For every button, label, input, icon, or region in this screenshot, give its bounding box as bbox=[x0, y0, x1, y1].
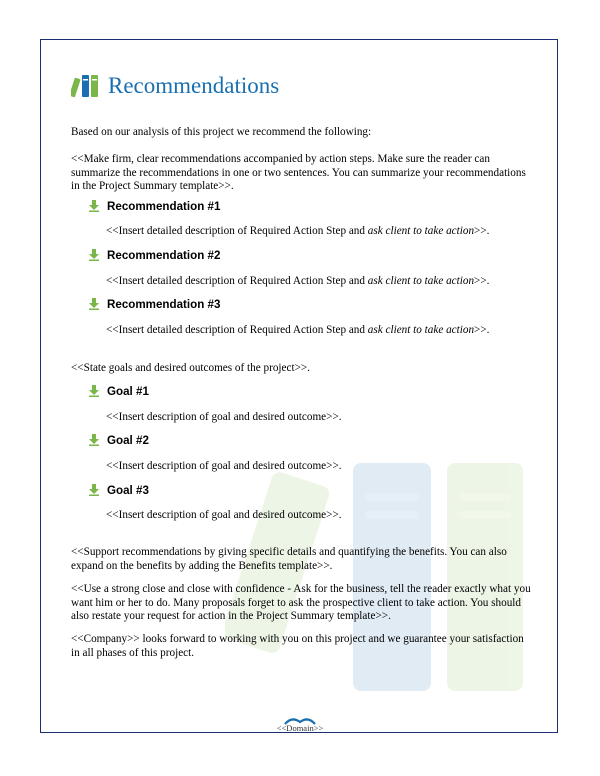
goal-heading-2 bbox=[88, 432, 149, 448]
footer-domain: <<Domain>> bbox=[276, 723, 324, 733]
goal-title: Goal #2 bbox=[107, 433, 149, 447]
recommendation-heading-2 bbox=[88, 247, 220, 263]
closing-paragraph: <<Company>> looks forward to working with you on this project and we guarantee your satisfaction in all phases of this project. bbox=[71, 633, 524, 659]
goal-description: <<Insert description of goal and desired outcome>>. bbox=[106, 509, 342, 521]
guidance-paragraph-4: <<Use a strong close and close with confidence - Ask for the business, tell the reader exactly what you want him or her to do. Many proposals forget to ask the prospective client to take action. You should also restate your request for action in the Project Summary template>>. bbox=[71, 583, 531, 623]
green-arrow-icon bbox=[88, 434, 100, 446]
guidance-paragraph-3: <<Support recommendations by giving specific details and quantifying the benefits. You can also expand on the benefits by adding the Benefits template>>. bbox=[71, 546, 507, 572]
page-header bbox=[71, 69, 279, 103]
green-arrow-icon bbox=[88, 298, 100, 310]
intro-paragraph: Based on our analysis of this project we recommend the following: bbox=[71, 126, 372, 138]
green-arrow-icon bbox=[88, 385, 100, 397]
guidance-paragraph-2: <<State goals and desired outcomes of the project>>. bbox=[71, 362, 310, 374]
goal-heading-3 bbox=[88, 482, 149, 498]
goal-description: <<Insert description of goal and desired outcome>>. bbox=[106, 460, 342, 472]
page-title: Recommendations bbox=[108, 73, 280, 98]
recommendation-title: Recommendation #2 bbox=[107, 248, 221, 262]
recommendation-title: Recommendation #1 bbox=[107, 199, 221, 213]
goal-description: <<Insert description of goal and desired outcome>>. bbox=[106, 411, 342, 423]
books-icon bbox=[71, 73, 105, 99]
recommendation-heading-3 bbox=[88, 296, 220, 312]
goal-heading-1 bbox=[88, 383, 149, 399]
goal-title: Goal #3 bbox=[107, 483, 149, 497]
recommendation-description: <<Insert detailed description of Required Action Step and ask client to take action>>. bbox=[106, 324, 490, 336]
goal-title: Goal #1 bbox=[107, 384, 149, 398]
green-arrow-icon bbox=[88, 484, 100, 496]
green-arrow-icon bbox=[88, 200, 100, 212]
recommendation-description: <<Insert detailed description of Required Action Step and ask client to take action>>. bbox=[106, 225, 490, 237]
guidance-paragraph-1: <<Make firm, clear recommendations accompanied by action steps. Make sure the reader can summarize the recommendations in one or two sentences. You can summarize your recommendations in the Project Summary template>>. bbox=[71, 153, 526, 193]
green-arrow-icon bbox=[88, 249, 100, 261]
recommendation-title: Recommendation #3 bbox=[107, 297, 221, 311]
recommendation-description: <<Insert detailed description of Required Action Step and ask client to take action>>. bbox=[106, 275, 490, 287]
recommendation-heading-1 bbox=[88, 198, 220, 214]
